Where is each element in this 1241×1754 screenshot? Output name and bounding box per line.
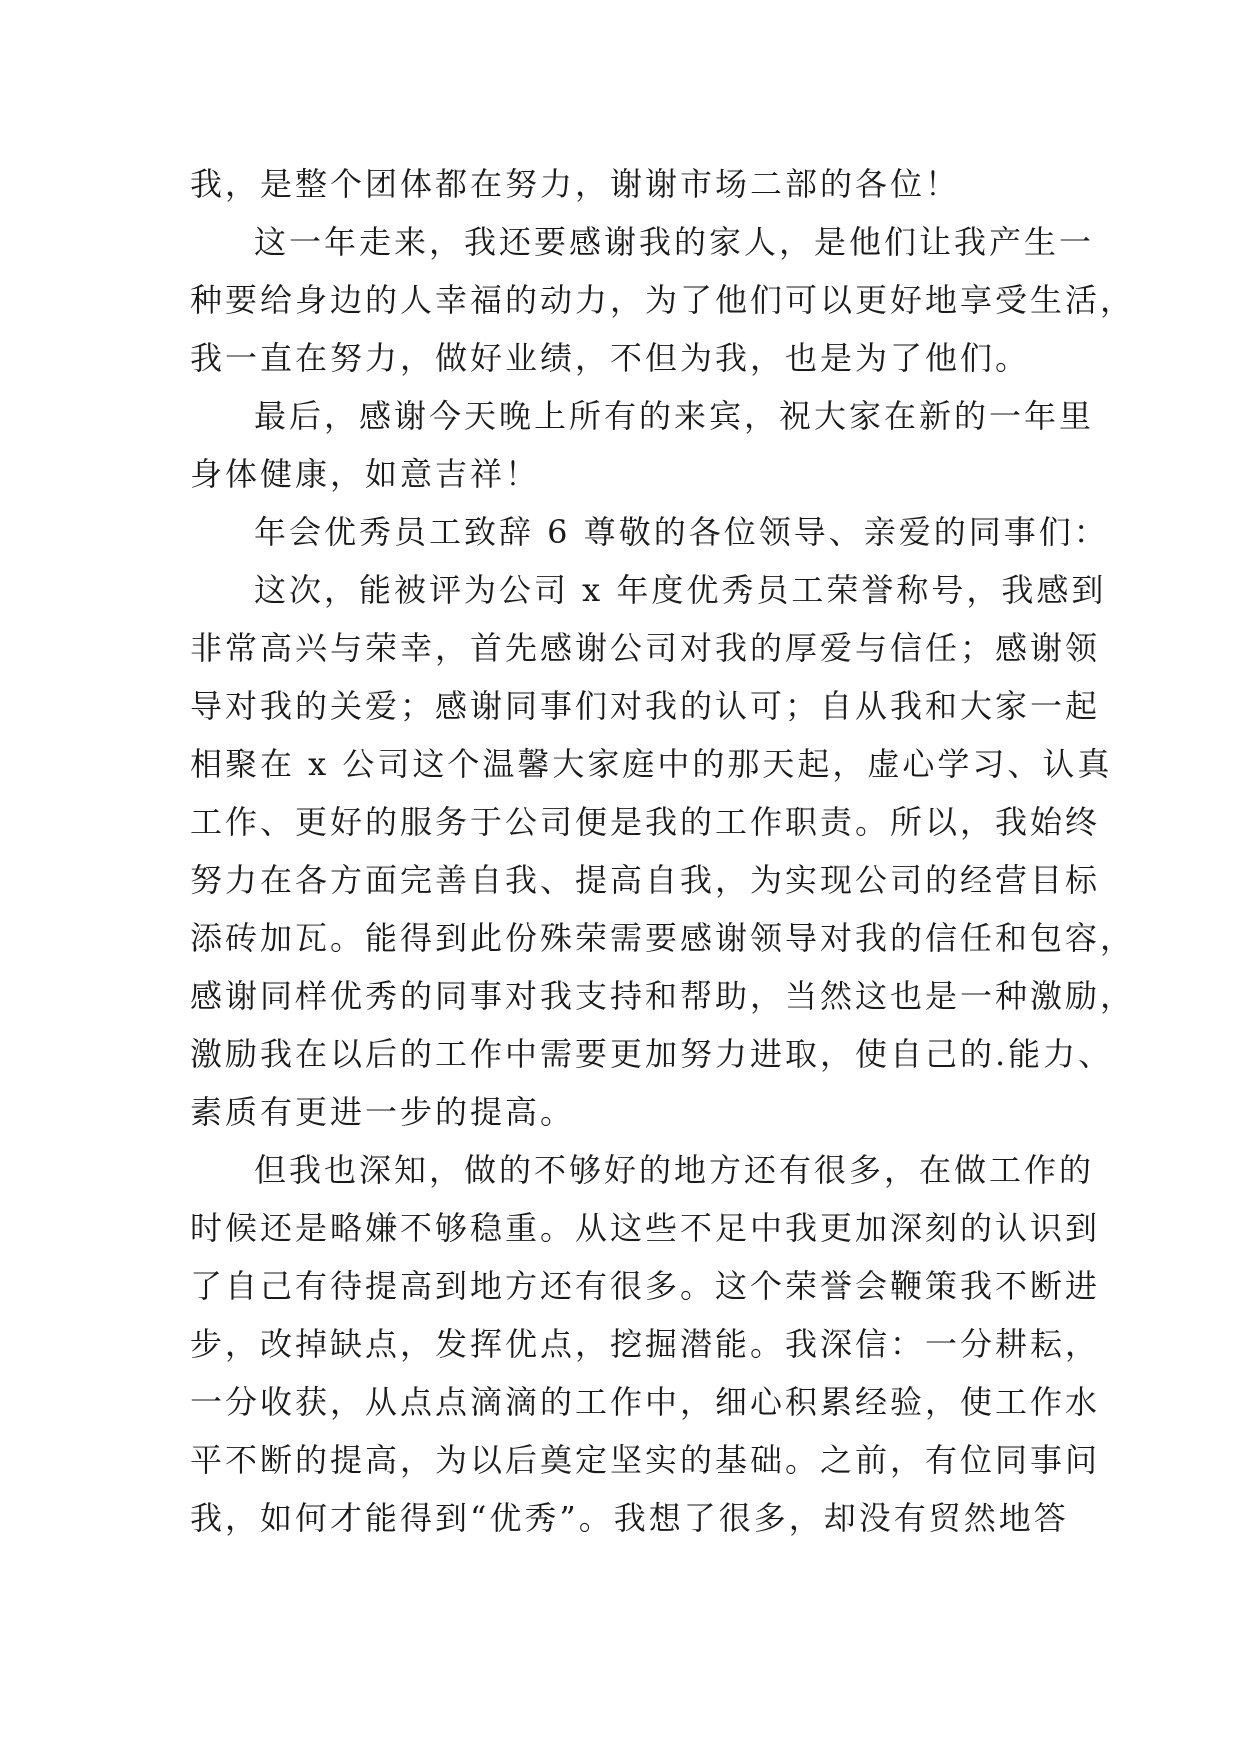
text-line-6: 身体健康，如意吉祥！ — [190, 455, 541, 493]
text-line-7: 年会优秀员工致辞 6 尊敬的各位领导、亲爱的同事们： — [254, 513, 1109, 551]
text-line-9: 非常高兴与荣幸，首先感谢公司对我的厚爱与信任；感谢领 — [190, 629, 1101, 667]
text-line-14: 添砖加瓦。能得到此份殊荣需要感谢领导对我的信任和包容， — [190, 919, 1136, 957]
text-line-1: 我，是整个团体都在努力，谢谢市场二部的各位！ — [190, 165, 961, 203]
document-body — [190, 155, 1136, 1547]
text-line-18: 但我也深知，做的不够好的地方还有很多，在做工作的 — [254, 1151, 1095, 1189]
text-line-2: 这一年走来，我还要感谢我的家人，是他们让我产生一 — [254, 223, 1095, 261]
text-line-5: 最后，感谢今天晚上所有的来宾，祝大家在新的一年里 — [254, 397, 1095, 435]
text-line-10: 导对我的关爱；感谢同事们对我的认可；自从我和大家一起 — [190, 687, 1101, 725]
text-line-19: 时候还是略嫌不够稳重。从这些不足中我更加深刻的认识到 — [190, 1209, 1101, 1247]
text-line-17: 素质有更进一步的提高。 — [190, 1093, 576, 1131]
text-line-11: 相聚在 x 公司这个温馨大家庭中的那天起，虚心学习、认真 — [190, 745, 1113, 783]
text-line-8: 这次，能被评为公司 x 年度优秀员工荣誉称号，我感到 — [254, 571, 1107, 609]
text-line-20: 了自己有待提高到地方还有很多。这个荣誉会鞭策我不断进 — [190, 1267, 1101, 1305]
text-line-4: 我一直在努力，做好业绩，不但为我，也是为了他们。 — [190, 339, 1031, 377]
text-line-16: 激励我在以后的工作中需要更加努力进取，使自己的.能力、 — [190, 1035, 1114, 1073]
text-line-21: 步，改掉缺点，发挥优点，挖掘潜能。我深信：一分耕耘， — [190, 1325, 1101, 1363]
text-line-15: 感谢同样优秀的同事对我支持和帮助，当然这也是一种激励， — [190, 977, 1136, 1015]
text-line-3: 种要给身边的人幸福的动力，为了他们可以更好地享受生活， — [190, 281, 1136, 319]
text-line-22: 一分收获，从点点滴滴的工作中，细心积累经验，使工作水 — [190, 1383, 1101, 1421]
text-line-13: 努力在各方面完善自我、提高自我，为实现公司的经营目标 — [190, 861, 1101, 899]
text-line-24: 我，如何才能得到“优秀”。我想了很多，却没有贸然地答 — [190, 1499, 1069, 1537]
text-line-23: 平不断的提高，为以后奠定坚实的基础。之前，有位同事问 — [190, 1441, 1101, 1479]
text-line-12: 工作、更好的服务于公司便是我的工作职责。所以，我始终 — [190, 803, 1101, 841]
